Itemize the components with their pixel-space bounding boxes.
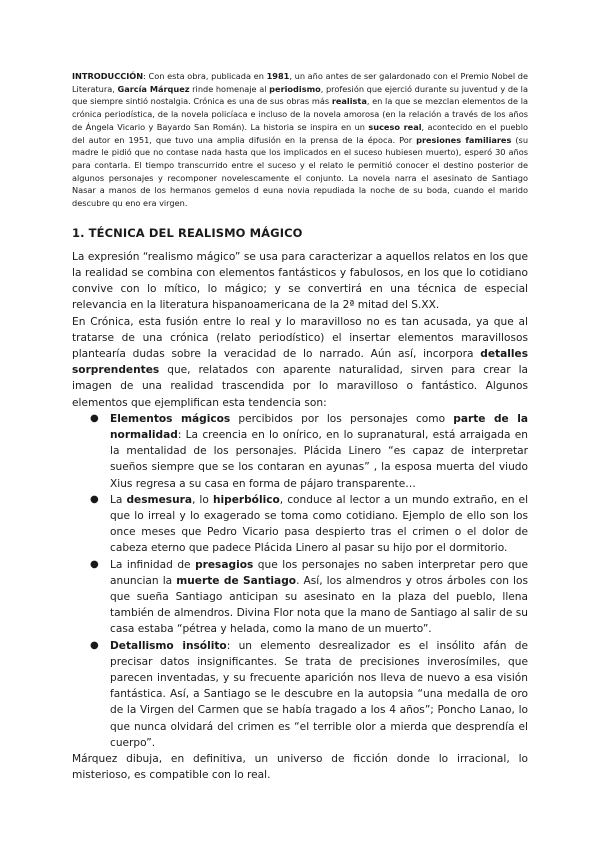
intro-text: : Con esta obra, publicada en <box>143 71 267 81</box>
item-keyword: desmesura <box>126 493 192 506</box>
intro-author: García Márquez <box>117 83 190 94</box>
intro-keyword: periodismo <box>269 83 321 94</box>
bullet-icon: ● <box>90 493 99 505</box>
section-heading: 1. TÉCNICA DEL REALISMO MÁGICO <box>72 225 303 240</box>
item-text: , lo <box>192 493 213 506</box>
body-paragraph-chronicle <box>72 314 528 411</box>
intro-keyword: suceso real <box>368 121 422 132</box>
item-text: , conduce al lector a un mundo extraño, en el que lo irreal y lo exagerado se toma como cotidiano. Ejemplo de ello son los once meses que Pedro Vicario pasa despierto tras el crimen o el dolor de cabeza eterno que padece Plácida Linero al pasar su hijo por el dormitorio. <box>110 493 529 555</box>
item-text: percibidos por los personajes como <box>230 412 454 425</box>
intro-keyword: presiones familiares <box>416 134 512 145</box>
paragraph-text: que, relatados con aparente naturalidad, sirven para crear la imagen de una realidad trascendida por lo maravilloso o fantástico. Algunos elementos que ejemplifican esta tendencia son: <box>72 364 528 409</box>
list-item <box>90 492 529 557</box>
intro-text: , en la que se mezclan elementos de la crónica periodística, de la novela policíaca e incluso de la novela amorosa (en la relación a través de los años de Ángela Vicario y Bayardo San Román). La historia se inspira en un <box>72 96 528 132</box>
item-text: La <box>110 493 127 506</box>
item-text: que los personajes no saben interpretar pero que anuncian la <box>110 558 528 587</box>
intro-text: , profesión que ejerció durante su juventud y de la que siempre sintió nostalgia. Crónica es una de sus obras más <box>72 83 528 107</box>
body-paragraph-conclusion: Márquez dibuja, en definitiva, un universo de ficción donde lo irracional, lo misterioso, es compatible con lo real. <box>72 753 528 782</box>
item-keyword: presagios <box>195 558 254 571</box>
intro-keyword: realista <box>331 96 367 107</box>
list-item <box>90 411 528 492</box>
intro-text: , acontecido en el pueblo del autor en 1951, que tuvo una amplia difusión en la prensa de la época. Por <box>72 121 528 145</box>
item-keyword: parte de la normalidad <box>110 412 528 441</box>
list-item <box>90 557 528 638</box>
item-keyword: hiperbólico <box>212 493 280 506</box>
bullet-icon: ● <box>90 639 99 651</box>
list-item <box>90 638 529 751</box>
intro-year: 1981 <box>266 71 290 81</box>
item-keyword: Detallismo insólito <box>110 639 227 652</box>
intro-label: INTRODUCCIÓN <box>72 71 144 81</box>
intro-paragraph <box>72 70 528 210</box>
item-text: : La creencia en lo onírico, en lo supranatural, está arraigada en la mentalidad de los personajes. Plácida Linero “es capaz de interpretar sueños siempre que se los contaran en ayunas” , la esposa muerta del viudo Xius regresa a su casa en forma de pájaro transparente… <box>110 428 528 490</box>
item-keyword: Elementos mágicos <box>110 412 231 425</box>
examples-list <box>72 411 528 751</box>
intro-text: (su madre le pidió que no contase nada hasta que los implicados en el suceso hubiesen muerto), esperó 30 años para contarla. El tiempo transcurrido entre el suceso y el relato le permitió conocer el destino posterior de algunos personajes y recomponer novelescamente el conjunto. La novela narra el asesinato de Santiago Nasar a manos de los hermanos gemelos d euna novia repudiada la noche de su boda, cuando el marido descubre qu eno era virgen. <box>72 134 529 209</box>
paragraph-text: En Crónica, esta fusión entre lo real y lo maravilloso no es tan acusada, ya que al tratarse de una crónica (relato periodístico) el insertar elementos maravillosos plantearía dudas sobre la veracidad de lo narrado. Aún así, incorpora <box>72 315 528 360</box>
bullet-icon: ● <box>90 412 99 424</box>
intro-text: , un año antes de ser galardonado con el Premio Nobel de Literatura, <box>72 71 528 94</box>
item-keyword: muerte de Santiago <box>176 574 297 587</box>
item-text: : un elemento desrealizador es el insólito afán de precisar datos insignificantes. Se trata de precisiones inverosímiles, que parecen inventadas, y su frecuente aparición nos lleva de nuevo a esa visión fantástica. Así, a Santiago se le descubre en la autopsia “una medalla de oro de la Virgen del Carmen que se había tragado a los 4 años”; Poncho Lanao, lo que nunca olvidará del crimen es “el terrible olor a mierda que desprendía el cuerpo”. <box>110 639 529 749</box>
bullet-icon: ● <box>90 558 99 570</box>
item-text: . Así, los almendros y otros árboles con los que sueña Santiago anticipan su asesinato en la plaza del pueblo, llena también de almendros. Divina Flor nota que la mano de Santiago al salir de su casa estaba “pétrea y helada, como la mano de un muerto”. <box>110 574 528 636</box>
item-text: La infinidad de <box>110 558 196 571</box>
body-paragraph-definition: La expresión “realismo mágico” se usa para caracterizar a aquellos relatos en los que la realidad se combina con elementos fantásticos y fabulosos, en los que lo cotidiano convive con lo mítico, lo mágico; y se convertirá en una técnica de especial relevancia en la literatura hispanoamericana de la 2ª mitad del S.XX. <box>72 250 528 312</box>
paragraph-keyword: detalles sorprendentes <box>72 347 528 377</box>
intro-text: rinde homenaje al <box>189 83 270 94</box>
